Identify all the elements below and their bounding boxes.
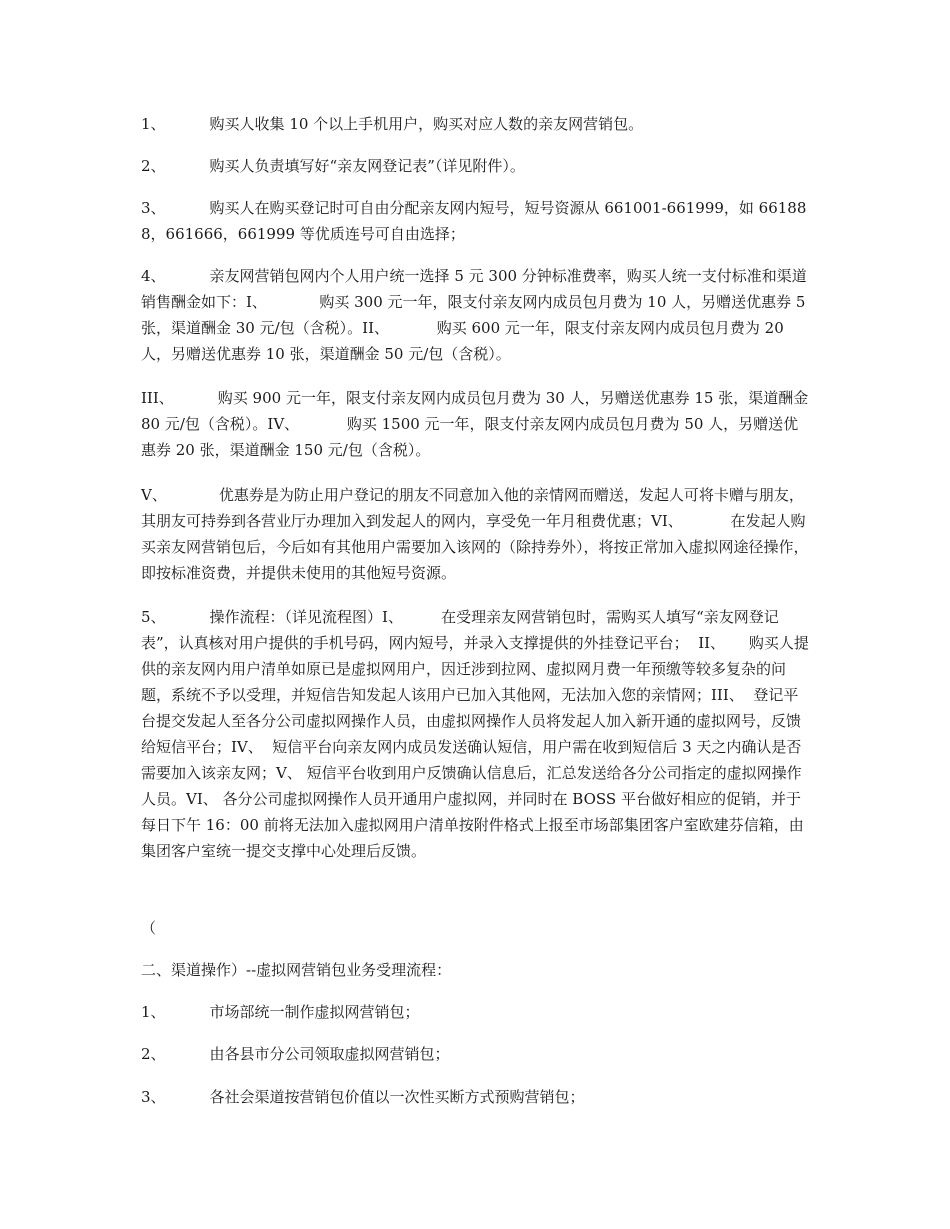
paragraph-number: 2、: [141, 157, 166, 175]
paragraph-2: [141, 153, 813, 179]
paragraph-1: [141, 111, 813, 137]
paragraph-number: III、: [141, 389, 174, 407]
paragraph-text: 购买人负责填写好“亲友网登记表”（详见附件）。: [209, 157, 525, 175]
paragraph-text: 优惠券是为防止用户登记的朋友不同意加入他的亲情网而赠送，发起人可将卡赠与朋友，其朋友可持券到各营业厅办理加入到发起人的网内，享受免一年月租费优惠；VI、 在发起人购买亲友网营销包后，今后如有其他用户需要加入该网的（除持券外），将按正常加入虚拟网途径操作，即按标准资费，并提供未使用的其他短号资源。: [141, 486, 809, 582]
paragraph-text: 由各县市分公司领取虚拟网营销包；: [209, 1045, 450, 1063]
paragraph-text: 市场部统一制作虚拟网营销包；: [209, 1003, 420, 1021]
paragraph-number: 1、: [141, 1003, 166, 1021]
paragraph-number: V、: [141, 486, 167, 504]
paragraph-text: 各社会渠道按营销包价值以一次性买断方式预购营销包；: [209, 1088, 585, 1106]
paragraph-number: 2、: [141, 1045, 166, 1063]
paragraph-iii: [141, 385, 813, 463]
paragraph-step-3: [141, 1084, 813, 1110]
paragraph-3: [141, 195, 813, 247]
paragraph-text: 亲友网营销包网内个人用户统一选择 5 元 300 分钟标准费率，购买人统一支付标准和渠道销售酬金如下：I、 购买 300 元一年，限支付亲友网内成员包月费为 10 人，另赠送优惠券 5 张，渠道酬金 30 元/包（含税）。II、 购买 600 元一年，限支付亲友网内成员包月费为 20 人，另赠送优惠券 10 张，渠道酬金 50 元/包（含税）。: [141, 267, 811, 363]
paragraph-number: 3、: [141, 1088, 166, 1106]
paragraph-number: 3、: [141, 199, 166, 217]
paragraph-v: [141, 482, 813, 586]
paragraph-number: 5、: [141, 608, 166, 626]
paragraph-text: 操作流程：（详见流程图）I、 在受理亲友网营销包时，需购买人填写“亲友网登记表”，认真核对用户提供的手机号码，网内短号，并录入支撑提供的外挂登记平台； II、 购买人提供的亲友网内用户清单如原已是虚拟网用户，因迁涉到拉网、虚拟网月费一年预缴等较多复杂的问题，系统不予以受理，并短信告知发起人该用户已加入其他网，无法加入您的亲情网；III、 登记平台提交发起人至各分公司虚拟网操作人员，由虚拟网操作人员将发起人加入新开通的虚拟网号，反馈给短信平台；IV、 短信平台向亲友网内成员发送确认短信，用户需在收到短信后 3 天之内确认是否需要加入该亲友网；V、 短信平台收到用户反馈确认信息后，汇总发送给各分公司指定的虚拟网操作人员。VI、 各分公司虚拟网操作人员开通用户虚拟网，并同时在 BOSS 平台做好相应的促销，并于每日下午 16：00 前将无法加入虚拟网用户清单按附件格式上报至市场部集团客户室欧建芬信箱，由集团客户室统一提交支撑中心处理后反馈。: [141, 608, 809, 860]
paragraph-text: 购买人收集 10 个以上手机用户，购买对应人数的亲友网营销包。: [209, 115, 644, 133]
paragraph-text: 购买 900 元一年，限支付亲友网内成员包月费为 30 人，另赠送优惠券 15 张，渠道酬金 80 元/包（含税）。IV、 购买 1500 元一年，限支付亲友网内成员包月费为 50 人，另赠送优惠券 20 张，渠道酬金 150 元/包（含税）。: [141, 389, 813, 459]
section-heading-text: 二、渠道操作）--虚拟网营销包业务受理流程：: [141, 961, 452, 979]
section-heading: [141, 957, 813, 983]
paragraph-number: 4、: [141, 267, 166, 285]
paragraph-5: [141, 604, 813, 864]
paragraph-step-1: [141, 999, 813, 1025]
paragraph-4: [141, 263, 813, 367]
paragraph-text: 购买人在购买登记时可自由分配亲友网内短号，短号资源从 661001-661999，如 661888，661666，661999 等优质连号可自由选择；: [141, 199, 807, 243]
paragraph-step-2: [141, 1041, 813, 1067]
paragraph-text: （: [141, 919, 157, 937]
paragraph-number: 1、: [141, 115, 166, 133]
paragraph-paren: [141, 915, 813, 941]
